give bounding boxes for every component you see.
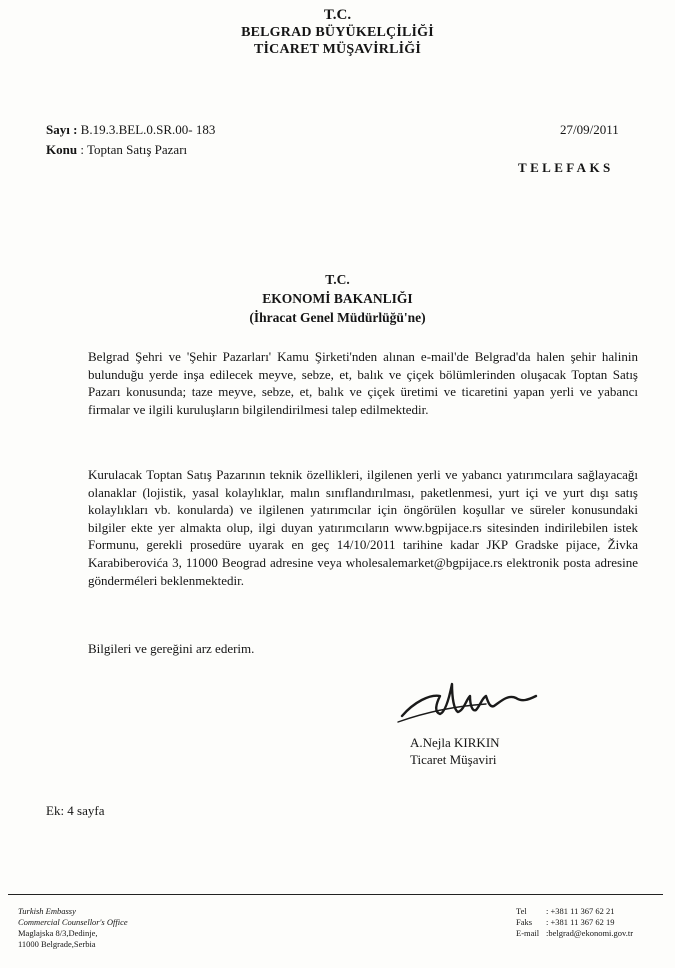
reference-number: [46, 122, 215, 138]
letterhead-embassy: BELGRAD BÜYÜKELÇİLİĞİ: [241, 25, 434, 40]
footer-address: [18, 906, 128, 950]
footer-tel-label: Tel: [516, 906, 527, 916]
body-paragraph-1: Belgrad Şehri ve 'Şehir Pazarları' Kamu Şirketi'nden alınan e-mail'de Belgrad'da halen şehir halinin bulunduğu yerde inşa edilecek meyve, sebze, et, balık ve çiçek bölümlerinden oluşacak Toptan Satış Pazarı konusunda; taze meyve, sebze, et, balık ve çiçek üretimi ve ticaretini yapan yerli ve yabancı firmalar ve ilgili kuruluşların bilgilendirilmesi talep edilmektedir.: [88, 349, 638, 417]
signatory-title: Ticaret Müşaviri: [410, 752, 497, 767]
handwritten-signature: [396, 672, 546, 732]
reference-value: B.19.3.BEL.0.SR.00- 183: [80, 122, 216, 137]
recipient-department: (İhracat Genel Müdürlüğü'ne): [249, 310, 426, 325]
letterhead: [0, 6, 675, 58]
recipient-line-1: T.C.: [325, 272, 350, 287]
enclosure-note: Ek: 4 sayfa: [46, 803, 105, 818]
footer-divider: [8, 894, 663, 895]
footer-fax: : +381 11 367 62 19: [546, 917, 615, 927]
reference-label: Sayı :: [46, 122, 78, 137]
footer-email-row: [516, 928, 633, 939]
closing-line: Bilgileri ve gereğini arz ederim.: [88, 641, 255, 656]
subject-line: [46, 142, 187, 158]
footer-tel-row: [516, 906, 633, 917]
footer-fax-label: Faks: [516, 917, 533, 927]
footer-email-label: E-mail: [516, 928, 540, 938]
recipient-ministry: EKONOMİ BAKANLIĞI: [262, 291, 413, 306]
footer-tel: : +381 11 367 62 21: [546, 906, 615, 916]
footer-fax-row: [516, 917, 633, 928]
subject-label: Konu: [46, 142, 78, 157]
footer-city: 11000 Belgrade,Serbia: [18, 939, 96, 949]
footer-embassy: Turkish Embassy: [18, 906, 76, 916]
recipient-block: [0, 270, 675, 327]
footer-email: :belgrad@ekonomi.gov.tr: [546, 928, 634, 938]
letterhead-office: TİCARET MÜŞAVİRLİĞİ: [253, 42, 422, 57]
signatory: [410, 734, 500, 768]
letterhead-line-1: T.C.: [323, 7, 352, 23]
footer-office: Commercial Counsellor's Office: [18, 917, 128, 927]
document-date: 27/09/2011: [560, 122, 619, 137]
body-paragraph-2: Kurulacak Toptan Satış Pazarının teknik özellikleri, ilgilenen yerli ve yabancı yatırımcılara sağlayacağı olanaklar (lojistik, yasal kolaylıklar, malın sınıflandırılması, paketlenmesi, yurt içi ve yurt dışı satış kolaylıkları vb. konularda) ve ilgilenen yatırımcılar için öngörülen koşullar ve süreler konusundaki bilgiler ekte yer almakta olup, ilgi duyan yatırımcıların www.bgpijace.rs sitesinden indirilebilen istek Formunu, gerekli prosedüre uyarak en geç 14/10/2011 tarihine kadar JKP Gradske pijace, Živka Karabiberovića 3, 11000 Beograd adresine veya wholesalemarket@bgpijace.rs elektronik posta adresine gönderméleri beklenmektedir.: [88, 467, 638, 588]
footer-contacts: [516, 906, 633, 939]
telefaks-label: TELEFAKS: [518, 160, 614, 175]
subject-value: : Toptan Satış Pazarı: [80, 142, 188, 157]
footer-street: Maglajska 8/3,Dedinje,: [18, 928, 98, 938]
signatory-name: A.Nejla KIRKIN: [410, 735, 500, 750]
